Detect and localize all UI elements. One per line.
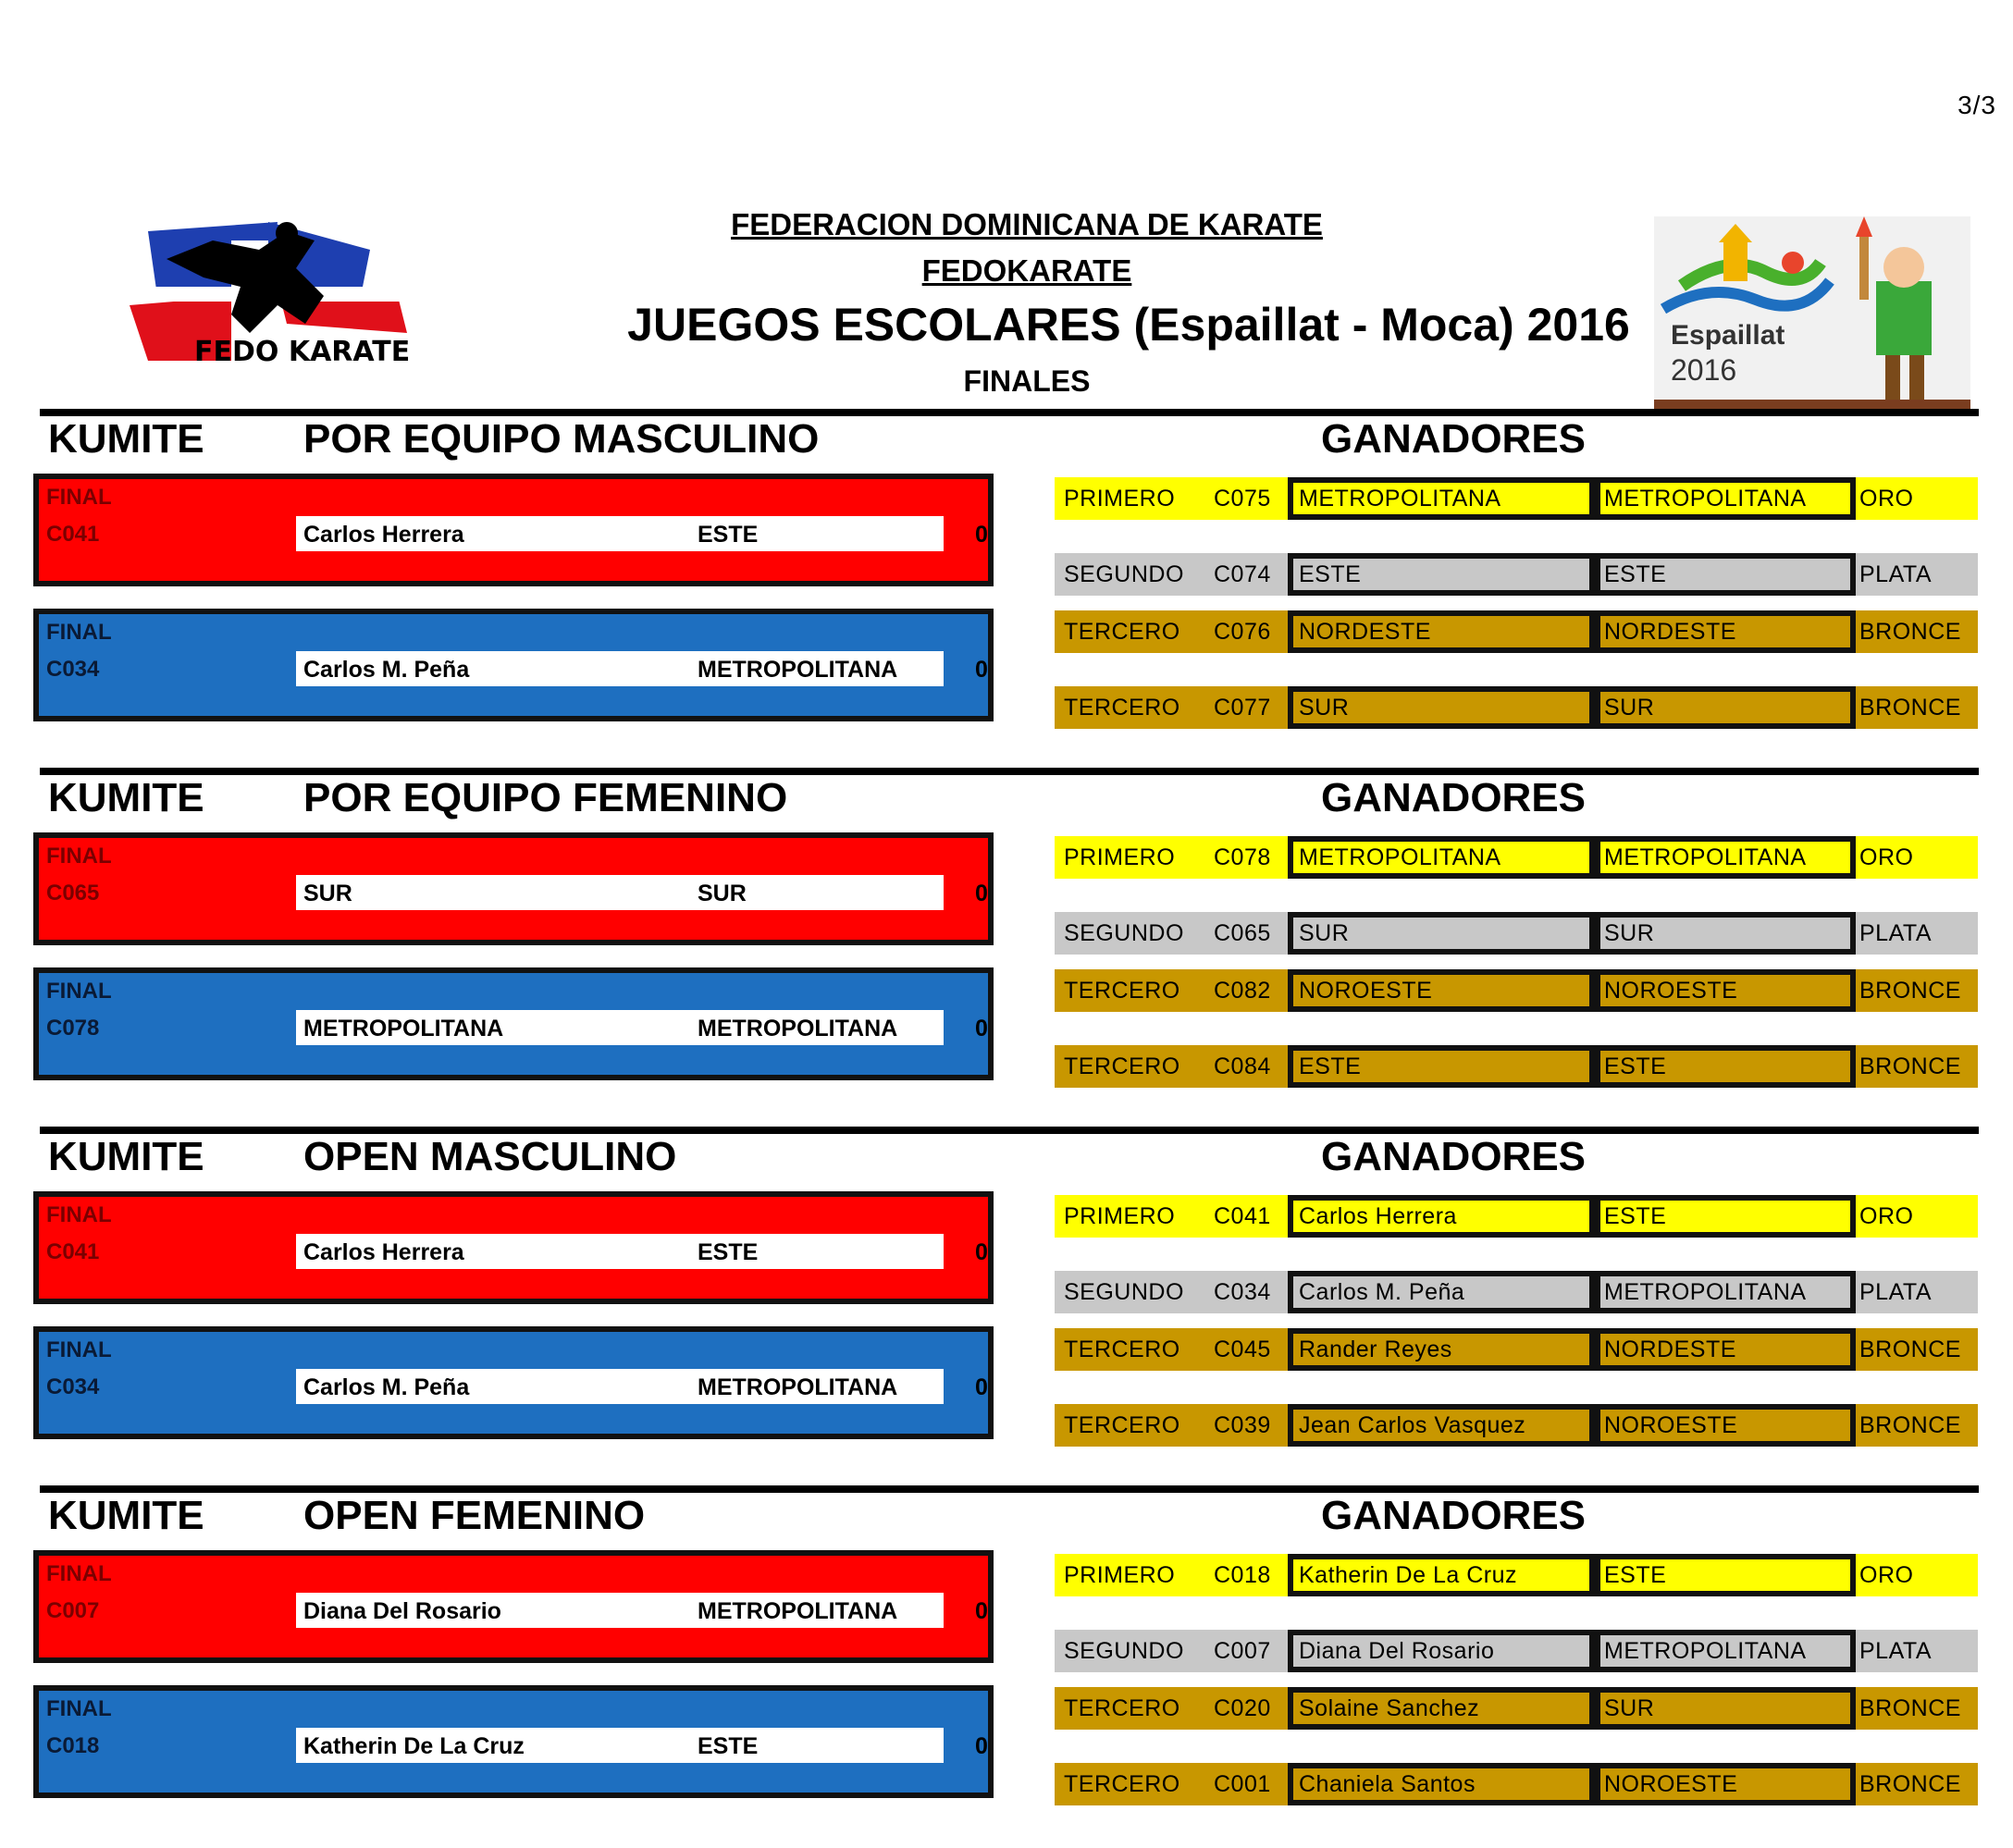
section-kumite-label: KUMITE: [48, 1493, 204, 1538]
competitor-code: C018: [46, 1733, 100, 1758]
winner-row: [1055, 1045, 1978, 1088]
competitor-region: ESTE: [698, 1239, 759, 1265]
section-title: POR EQUIPO MASCULINO: [303, 416, 820, 462]
competitor-name: Carlos Herrera: [303, 1239, 464, 1265]
competitor-score: 0: [975, 1733, 988, 1759]
competitor-region: METROPOLITANA: [698, 1598, 898, 1624]
section-divider: [40, 768, 1979, 775]
competitor-region: METROPOLITANA: [698, 1016, 898, 1041]
competitor-name: METROPOLITANA: [303, 1016, 504, 1041]
winner-medal: ORO: [1859, 1203, 1914, 1229]
winner-region: SUR: [1604, 695, 1655, 721]
winner-row: [1055, 836, 1978, 879]
competitor-score: 0: [975, 1598, 988, 1624]
competitor-score: 0: [975, 1374, 988, 1400]
red-competitor-box: [33, 1550, 994, 1663]
winner-code: C007: [1214, 1638, 1271, 1664]
section-title: OPEN FEMENINO: [303, 1493, 646, 1538]
winner-code: C075: [1214, 486, 1271, 511]
winner-place: TERCERO: [1064, 1695, 1180, 1721]
section-winners-heading: GANADORES: [1321, 775, 1587, 820]
winner-region: NORDESTE: [1604, 1337, 1736, 1362]
winner-medal: PLATA: [1859, 920, 1932, 946]
section-title: POR EQUIPO FEMENINO: [303, 775, 788, 820]
red-competitor-box: [33, 474, 994, 586]
winner-row: [1055, 1630, 1978, 1672]
section-divider: [40, 1485, 1979, 1493]
federation-name: FEDERACION DOMINICANA DE KARATE: [731, 207, 1323, 241]
winner-medal: BRONCE: [1859, 1337, 1961, 1362]
winner-region: NORDESTE: [1604, 619, 1736, 645]
winner-place: SEGUNDO: [1064, 1638, 1184, 1664]
blue-competitor-box: [33, 967, 994, 1080]
winner-medal: BRONCE: [1859, 1695, 1961, 1721]
winner-row: [1055, 1763, 1978, 1805]
winner-region: ESTE: [1604, 1562, 1667, 1588]
winner-region: METROPOLITANA: [1604, 1638, 1807, 1664]
winner-region: SUR: [1604, 920, 1655, 946]
page-subtitle: FINALES: [963, 364, 1091, 398]
competitor-code: C078: [46, 1016, 100, 1041]
round-label: FINAL: [46, 1696, 112, 1721]
section-winners-heading: GANADORES: [1321, 1134, 1587, 1179]
winner-row: [1055, 1687, 1978, 1730]
competitor-name: Carlos M. Peña: [303, 657, 470, 683]
section-title: OPEN MASCULINO: [303, 1134, 677, 1179]
winner-row: [1055, 1404, 1978, 1447]
blue-competitor-box: [33, 609, 994, 721]
winner-name: Diana Del Rosario: [1299, 1638, 1495, 1664]
round-label: FINAL: [46, 1202, 112, 1227]
section-divider: [40, 409, 1979, 416]
winner-place: TERCERO: [1064, 978, 1180, 1004]
winner-code: C078: [1214, 844, 1271, 870]
winner-code: C018: [1214, 1562, 1271, 1588]
competitor-code: C041: [46, 1239, 100, 1264]
competitor-score: 0: [975, 1016, 988, 1041]
winner-code: C034: [1214, 1279, 1271, 1305]
round-label: FINAL: [46, 979, 112, 1004]
winner-medal: ORO: [1859, 1562, 1914, 1588]
winner-place: PRIMERO: [1064, 844, 1176, 870]
winner-code: C082: [1214, 978, 1271, 1004]
kumite-section: [0, 1127, 2013, 1487]
winner-row: [1055, 686, 1978, 729]
winner-code: C084: [1214, 1053, 1271, 1079]
kumite-section: [0, 768, 2013, 1128]
competitor-region: METROPOLITANA: [698, 1374, 898, 1400]
winner-code: C041: [1214, 1203, 1271, 1229]
winner-name: ESTE: [1299, 1053, 1362, 1079]
winner-medal: PLATA: [1859, 1638, 1932, 1664]
winner-medal: ORO: [1859, 844, 1914, 870]
winner-row: [1055, 912, 1978, 955]
winner-region: SUR: [1604, 1695, 1655, 1721]
competitor-region: SUR: [698, 881, 747, 906]
winner-medal: BRONCE: [1859, 619, 1961, 645]
winner-row: [1055, 969, 1978, 1012]
winner-name: Rander Reyes: [1299, 1337, 1452, 1362]
winner-place: PRIMERO: [1064, 1203, 1176, 1229]
winner-name: SUR: [1299, 695, 1350, 721]
winner-name: Carlos Herrera: [1299, 1203, 1457, 1229]
winner-name: METROPOLITANA: [1299, 486, 1501, 511]
winner-code: C076: [1214, 619, 1271, 645]
winner-region: ESTE: [1604, 1053, 1667, 1079]
competitor-code: C041: [46, 522, 100, 547]
winner-medal: PLATA: [1859, 1279, 1932, 1305]
winner-place: SEGUNDO: [1064, 920, 1184, 946]
espaillat-logo: [1654, 216, 1970, 411]
winner-medal: BRONCE: [1859, 978, 1961, 1004]
winner-code: C077: [1214, 695, 1271, 721]
winner-medal: ORO: [1859, 486, 1914, 511]
round-label: FINAL: [46, 1337, 112, 1362]
competitor-code: C065: [46, 881, 100, 906]
kumite-section: [0, 409, 2013, 770]
winner-place: TERCERO: [1064, 1053, 1180, 1079]
winner-code: C039: [1214, 1412, 1271, 1438]
winner-code: C001: [1214, 1771, 1271, 1797]
winner-place: SEGUNDO: [1064, 1279, 1184, 1305]
winner-region: NOROESTE: [1604, 978, 1738, 1004]
winner-medal: PLATA: [1859, 561, 1932, 587]
section-winners-heading: GANADORES: [1321, 416, 1587, 462]
winner-name: SUR: [1299, 920, 1350, 946]
winner-row: [1055, 477, 1978, 520]
winner-medal: BRONCE: [1859, 1053, 1961, 1079]
winner-row: [1055, 1554, 1978, 1596]
winner-name: Katherin De La Cruz: [1299, 1562, 1518, 1588]
round-label: FINAL: [46, 620, 112, 645]
winner-row: [1055, 1328, 1978, 1371]
round-label: FINAL: [46, 485, 112, 510]
winner-name: Solaine Sanchez: [1299, 1695, 1480, 1721]
winner-name: Chaniela Santos: [1299, 1771, 1476, 1797]
winner-place: PRIMERO: [1064, 486, 1176, 511]
winner-place: PRIMERO: [1064, 1562, 1176, 1588]
competitor-field: [296, 875, 944, 910]
competitor-region: ESTE: [698, 1733, 759, 1759]
winner-code: C074: [1214, 561, 1271, 587]
red-competitor-box: [33, 1191, 994, 1304]
competitor-code: C034: [46, 1374, 100, 1399]
competitor-name: SUR: [303, 881, 352, 906]
logo-text-year: 2016: [1671, 353, 1737, 387]
winner-name: NORDESTE: [1299, 619, 1431, 645]
competitor-score: 0: [975, 522, 988, 548]
red-competitor-box: [33, 832, 994, 945]
page-title: JUEGOS ESCOLARES (Espaillat - Moca) 2016: [627, 299, 1630, 351]
blue-competitor-box: [33, 1685, 994, 1798]
winner-region: METROPOLITANA: [1604, 844, 1807, 870]
winner-place: TERCERO: [1064, 619, 1180, 645]
winner-medal: BRONCE: [1859, 1771, 1961, 1797]
federation-abbr: FEDOKARATE: [921, 253, 1132, 288]
winner-region: METROPOLITANA: [1604, 1279, 1807, 1305]
section-kumite-label: KUMITE: [48, 416, 204, 462]
section-winners-heading: GANADORES: [1321, 1493, 1587, 1538]
winner-place: TERCERO: [1064, 1771, 1180, 1797]
winner-medal: BRONCE: [1859, 695, 1961, 721]
winner-row: [1055, 553, 1978, 596]
winner-region: NOROESTE: [1604, 1771, 1738, 1797]
competitor-name: Diana Del Rosario: [303, 1598, 501, 1624]
competitor-name: Carlos M. Peña: [303, 1374, 470, 1400]
kumite-section: [0, 1485, 2013, 1846]
winner-region: NOROESTE: [1604, 1412, 1738, 1438]
round-label: FINAL: [46, 1561, 112, 1586]
section-kumite-label: KUMITE: [48, 1134, 204, 1179]
competitor-code: C034: [46, 657, 100, 682]
winner-code: C045: [1214, 1337, 1271, 1362]
winner-region: ESTE: [1604, 1203, 1667, 1229]
winner-place: TERCERO: [1064, 1412, 1180, 1438]
competitor-region: ESTE: [698, 522, 759, 548]
winner-place: TERCERO: [1064, 695, 1180, 721]
competitor-name: Katherin De La Cruz: [303, 1733, 525, 1759]
winner-name: NOROESTE: [1299, 978, 1433, 1004]
winner-code: C020: [1214, 1695, 1271, 1721]
winner-name: METROPOLITANA: [1299, 844, 1501, 870]
winner-code: C065: [1214, 920, 1271, 946]
winner-name: Carlos M. Peña: [1299, 1279, 1465, 1305]
competitor-code: C007: [46, 1598, 100, 1623]
competitor-score: 0: [975, 881, 988, 906]
winner-name: ESTE: [1299, 561, 1362, 587]
competitor-region: METROPOLITANA: [698, 657, 898, 683]
logo-lettering: FEDO KARATE: [194, 336, 411, 368]
winner-row: [1055, 1271, 1978, 1313]
section-kumite-label: KUMITE: [48, 775, 204, 820]
page-number: 3/3: [1957, 91, 1996, 119]
round-label: FINAL: [46, 844, 112, 869]
winner-row: [1055, 1195, 1978, 1238]
winner-place: SEGUNDO: [1064, 561, 1184, 587]
blue-competitor-box: [33, 1326, 994, 1439]
winner-row: [1055, 610, 1978, 653]
winner-medal: BRONCE: [1859, 1412, 1961, 1438]
winner-region: METROPOLITANA: [1604, 486, 1807, 511]
logo-text-espaillat: Espaillat: [1671, 320, 1785, 351]
section-divider: [40, 1127, 1979, 1134]
competitor-score: 0: [975, 1239, 988, 1265]
winner-place: TERCERO: [1064, 1337, 1180, 1362]
winner-region: ESTE: [1604, 561, 1667, 587]
competitor-score: 0: [975, 657, 988, 683]
competitor-name: Carlos Herrera: [303, 522, 464, 548]
winner-name: Jean Carlos Vasquez: [1299, 1412, 1526, 1438]
